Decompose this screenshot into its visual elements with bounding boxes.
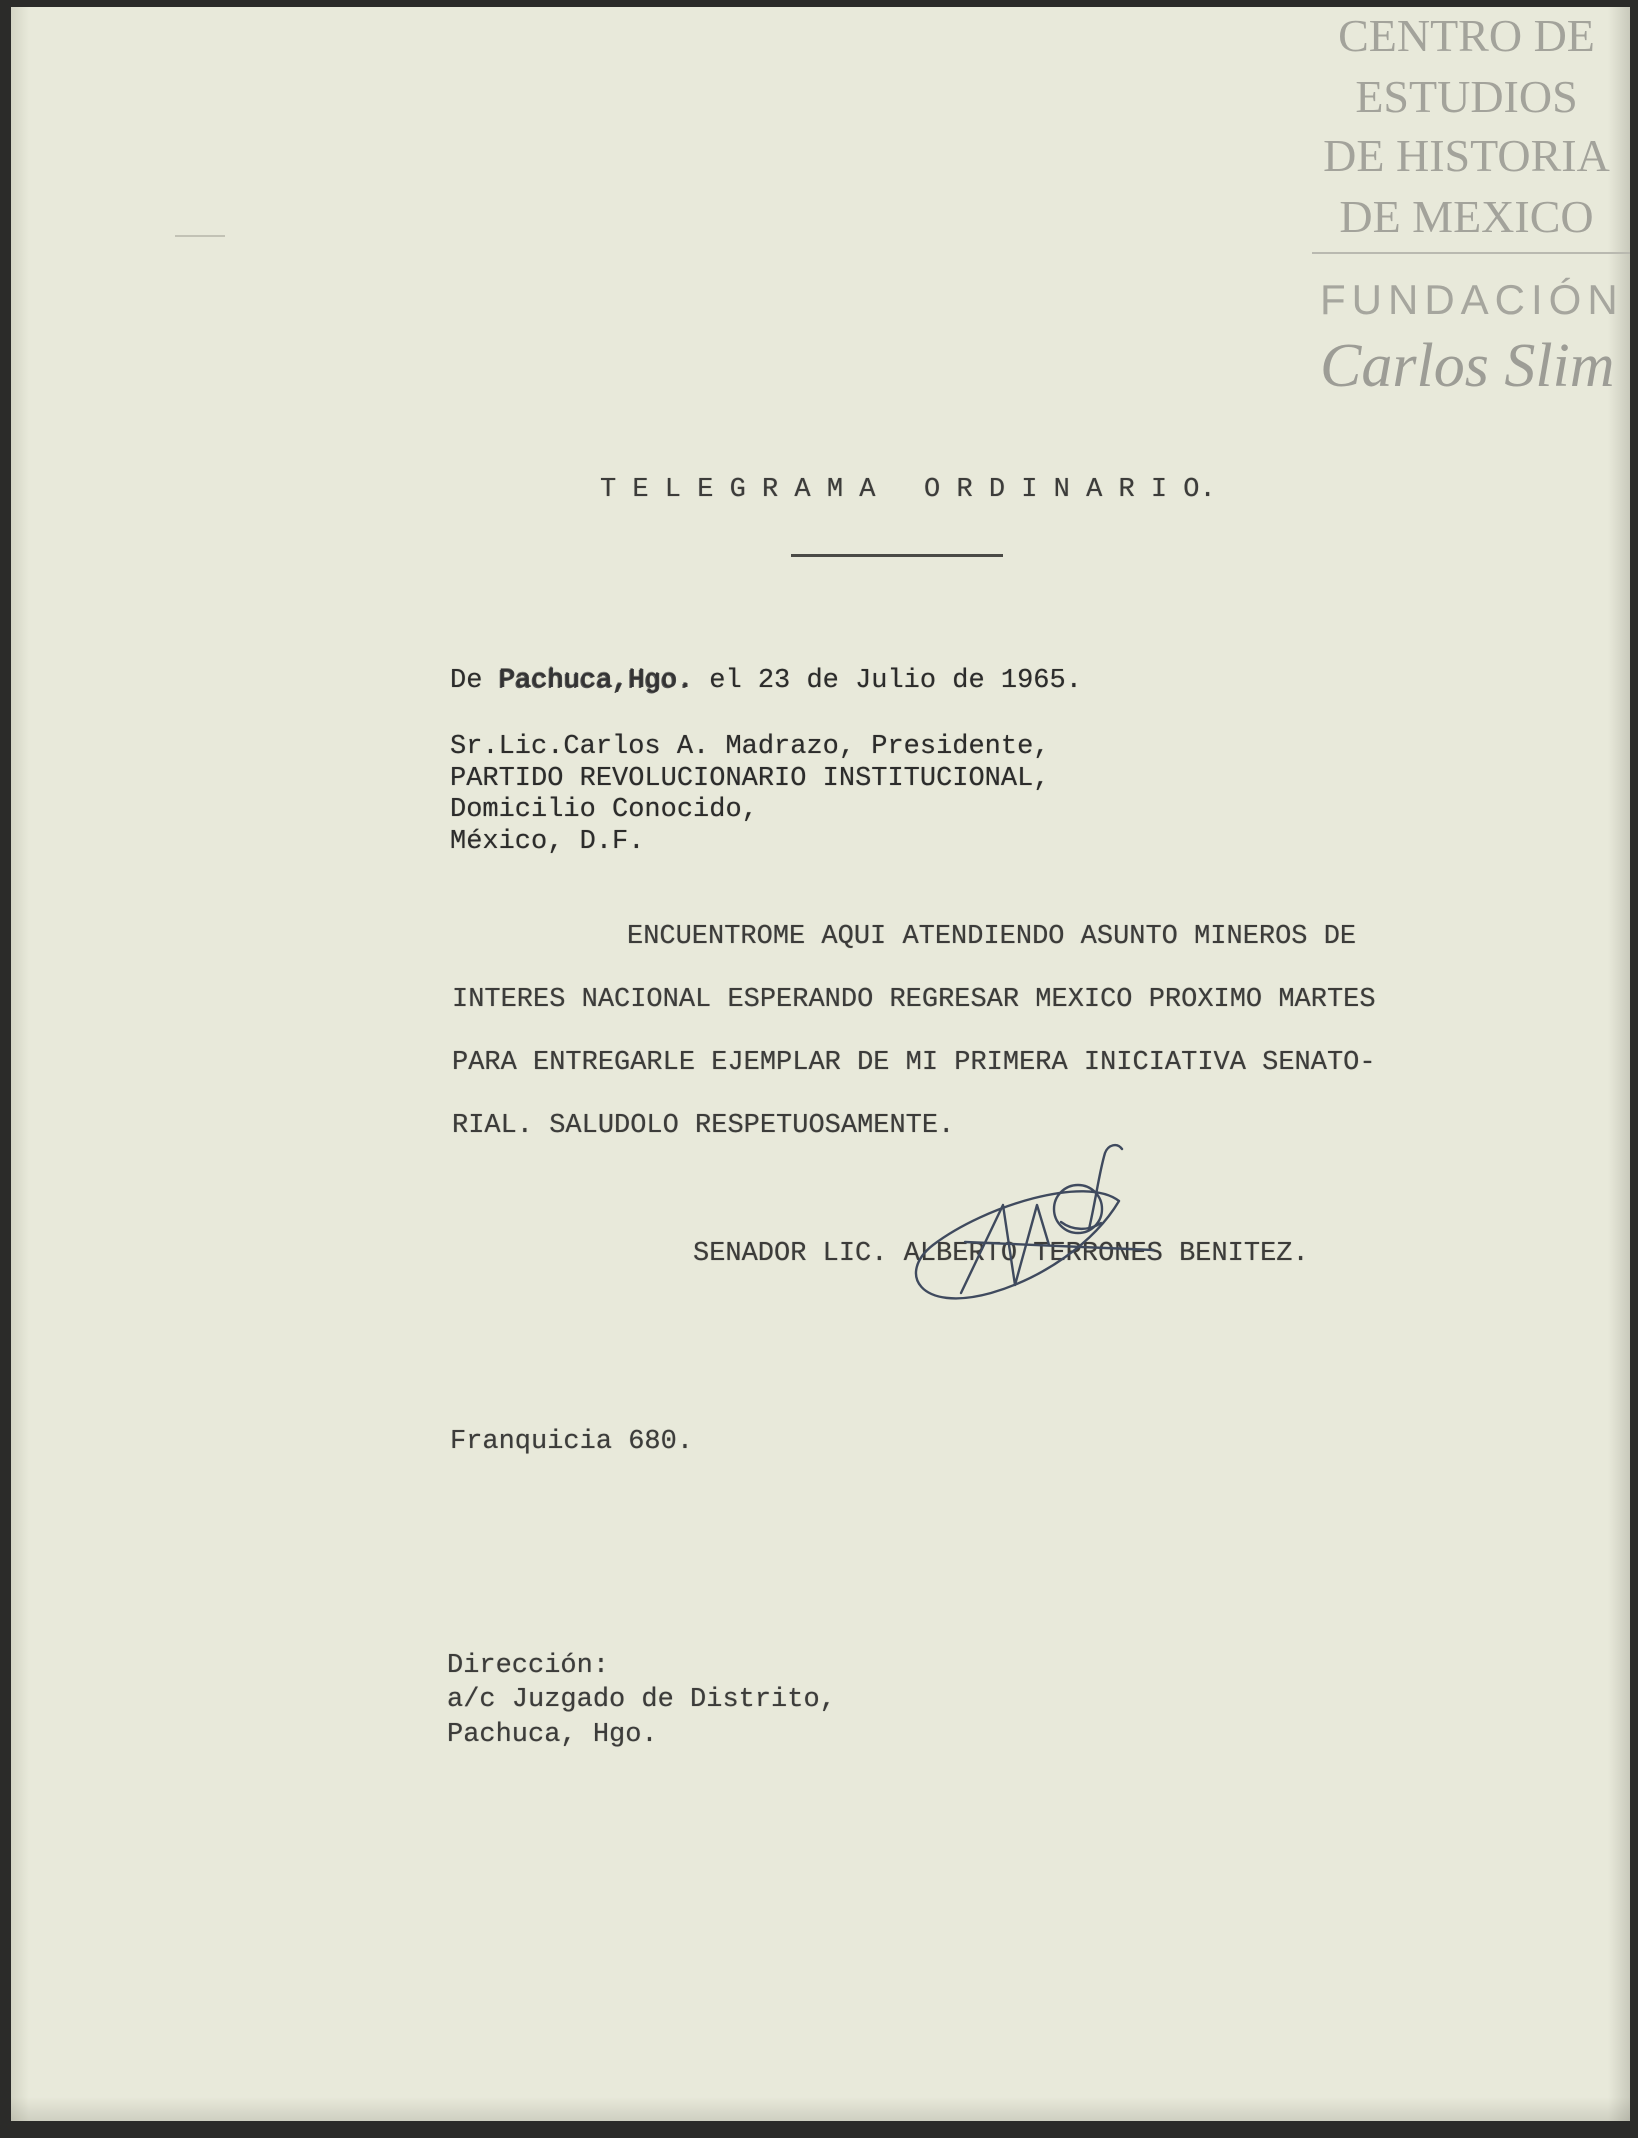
- watermark-line-2: ESTUDIOS: [1355, 71, 1578, 122]
- date-place: Pachuca,Hgo.: [498, 666, 694, 696]
- watermark-line-1: CENTRO DE: [1338, 10, 1595, 61]
- body-line: PARA ENTREGARLE EJEMPLAR DE MI PRIMERA INICIATIVA SENATO-: [452, 1048, 1376, 1078]
- recipient-line: PARTIDO REVOLUCIONARIO INSTITUCIONAL,: [450, 764, 1050, 794]
- address-line: Pachuca, Hgo.: [447, 1720, 658, 1750]
- watermark-line-4: DE MEXICO: [1339, 191, 1594, 242]
- handwritten-signature: [891, 1127, 1171, 1317]
- watermark-divider: [1312, 252, 1630, 254]
- franchise-line: Franquicia 680.: [450, 1427, 694, 1457]
- signatory-line: SENADOR LIC. ALBERTO TERRONES BENITEZ.: [693, 1239, 1309, 1269]
- body-line: RIAL. SALUDOLO RESPETUOSAMENTE.: [452, 1111, 955, 1141]
- recipient-line: Sr.Lic.Carlos A. Madrazo, Presidente,: [450, 732, 1050, 762]
- address-line: a/c Juzgado de Distrito,: [447, 1685, 836, 1715]
- body-line: ENCUENTROME AQUI ATENDIENDO ASUNTO MINEROS DE: [627, 922, 1357, 952]
- recipient-line: Domicilio Conocido,: [450, 795, 758, 825]
- body-line: INTERES NACIONAL ESPERANDO REGRESAR MEXICO PROXIMO MARTES: [452, 985, 1376, 1015]
- recipient-line: México, D.F.: [450, 827, 645, 857]
- watermark-foundation: FUNDACIÓN: [1320, 276, 1624, 323]
- date-rest: el 23 de Julio de 1965.: [693, 666, 1082, 696]
- date-line: [450, 668, 1082, 695]
- title-underline: [791, 554, 1003, 557]
- date-prefix: De: [450, 666, 499, 696]
- address-label: Dirección:: [447, 1651, 610, 1681]
- document-page: [11, 7, 1630, 2121]
- stray-mark: [175, 235, 225, 237]
- watermark-line-3: DE HISTORIA: [1323, 130, 1610, 181]
- watermark-script-logo: Carlos Slim: [1320, 332, 1615, 400]
- document-title: T E L E G R A M A O R D I N A R I O.: [600, 475, 1216, 505]
